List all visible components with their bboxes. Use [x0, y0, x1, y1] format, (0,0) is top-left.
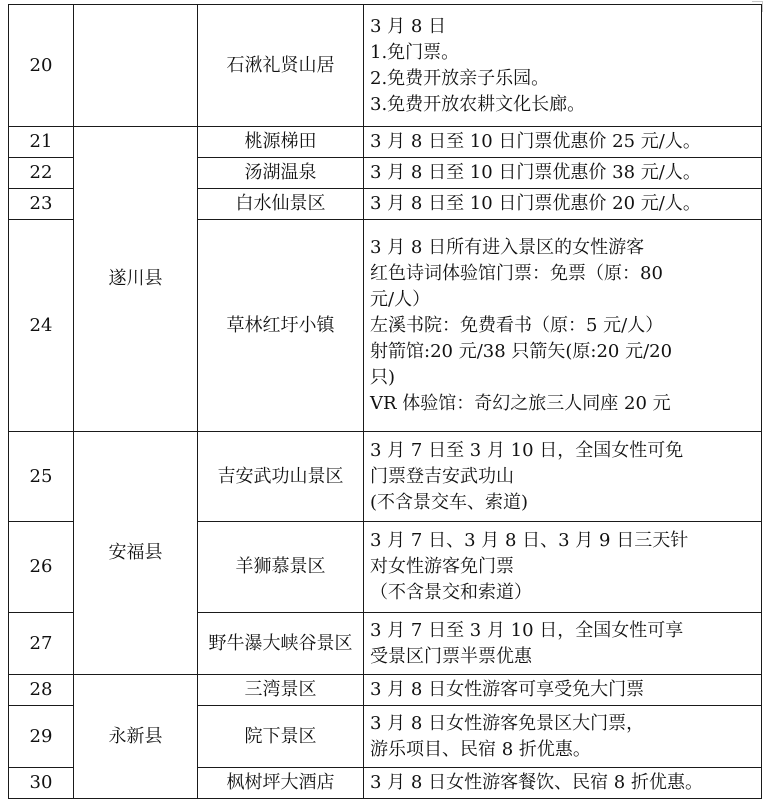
row-number: 22 [9, 158, 74, 189]
table-row [9, 5, 762, 127]
scenic-spot-name: 桃源梯田 [198, 127, 364, 158]
offer-line: 3 月 8 日所有进入景区的女性游客 [370, 236, 645, 258]
offer-details [364, 220, 762, 432]
offer-line: 3 月 8 日女性游客免景区大门票， [370, 712, 645, 734]
offer-line: (不含景交车、索道) [370, 491, 529, 513]
offer-line: 3 月 8 日女性游客餐饮、民宿 8 折优惠。 [370, 772, 703, 793]
offer-line: 受景区门票半票优惠 [370, 645, 532, 667]
row-number: 28 [9, 675, 74, 706]
offer-line: （不含景交和索道） [370, 582, 532, 603]
county-cell [74, 5, 198, 127]
offer-line: 元/人） [370, 288, 431, 310]
offer-line: 3 月 7 日至 3 月 10 日，全国女性可免 [370, 439, 684, 461]
document-page [8, 4, 762, 799]
scenic-spot-name: 石湫礼贤山居 [198, 5, 364, 127]
offer-details [364, 768, 762, 799]
offer-line: 3 月 7 日至 3 月 10 日，全国女性可享 [370, 619, 684, 641]
offer-line: 2.免费开放亲子乐园。 [370, 67, 550, 89]
offer-line: 红色诗词体验馆门票：免票（原：80 [370, 262, 663, 284]
offer-line: 3.免费开放农耕文化长廊。 [370, 93, 586, 115]
offer-line: 3 月 7 日、3 月 8 日、3 月 9 日三天针 [370, 530, 689, 551]
offer-line: 门票登吉安武功山 [370, 465, 514, 487]
row-number: 26 [9, 522, 74, 613]
scenic-spot-name: 院下景区 [198, 706, 364, 768]
offer-line: 射箭馆:20 元/38 只箭矢(原:20 元/20 [370, 340, 673, 362]
offer-line: 左溪书院：免费看书（原：5 元/人） [370, 314, 664, 336]
county-cell-yongxin: 永新县 [74, 675, 198, 799]
offer-details [364, 158, 762, 189]
scenic-spot-name: 三湾景区 [198, 675, 364, 706]
offer-details [364, 127, 762, 158]
row-number: 29 [9, 706, 74, 768]
offer-line: 对女性游客免门票 [370, 556, 514, 577]
offer-line: 1.免门票。 [370, 41, 460, 63]
row-number: 21 [9, 127, 74, 158]
offer-line: 3 月 8 日女性游客可享受免大门票 [370, 679, 645, 700]
row-number: 24 [9, 220, 74, 432]
scenic-spot-name: 汤湖温泉 [198, 158, 364, 189]
offer-line: 只) [370, 366, 396, 388]
offer-details [364, 5, 762, 127]
scenic-spot-name [198, 613, 364, 675]
table-row [9, 675, 762, 706]
offer-line: 3 月 8 日至 10 日门票优惠价 25 元/人。 [370, 131, 701, 152]
offers-table [8, 4, 762, 799]
row-number: 25 [9, 432, 74, 522]
county-cell-suichuan: 遂川县 [74, 127, 198, 432]
scenic-spot-label: 野牛瀑大峡谷景区 [208, 632, 353, 654]
table-row [9, 127, 762, 158]
scenic-spot-name: 羊狮慕景区 [198, 522, 364, 613]
offer-details [364, 675, 762, 706]
offer-line: VR 体验馆：奇幻之旅三人同座 20 元 [370, 392, 671, 414]
table-row [9, 432, 762, 522]
row-number: 20 [9, 5, 74, 127]
offer-details [364, 189, 762, 220]
offer-details [364, 522, 762, 613]
scenic-spot-label: 吉安武功山景区 [217, 465, 344, 487]
offer-line: 3 月 8 日至 10 日门票优惠价 38 元/人。 [370, 162, 701, 183]
offer-line: 3 月 8 日 [370, 15, 447, 37]
offer-details [364, 613, 762, 675]
county-cell-anfu: 安福县 [74, 432, 198, 675]
offer-line: 游乐项目、民宿 8 折优惠。 [370, 738, 591, 760]
row-number: 23 [9, 189, 74, 220]
row-number: 30 [9, 768, 74, 799]
offer-line: 3 月 8 日至 10 日门票优惠价 20 元/人。 [370, 193, 701, 214]
scenic-spot-name: 草林红圩小镇 [198, 220, 364, 432]
row-number: 27 [9, 613, 74, 675]
scenic-spot-name [198, 432, 364, 522]
scenic-spot-name: 枫树坪大酒店 [198, 768, 364, 799]
offer-details [364, 432, 762, 522]
offer-details [364, 706, 762, 768]
scenic-spot-name: 白水仙景区 [198, 189, 364, 220]
